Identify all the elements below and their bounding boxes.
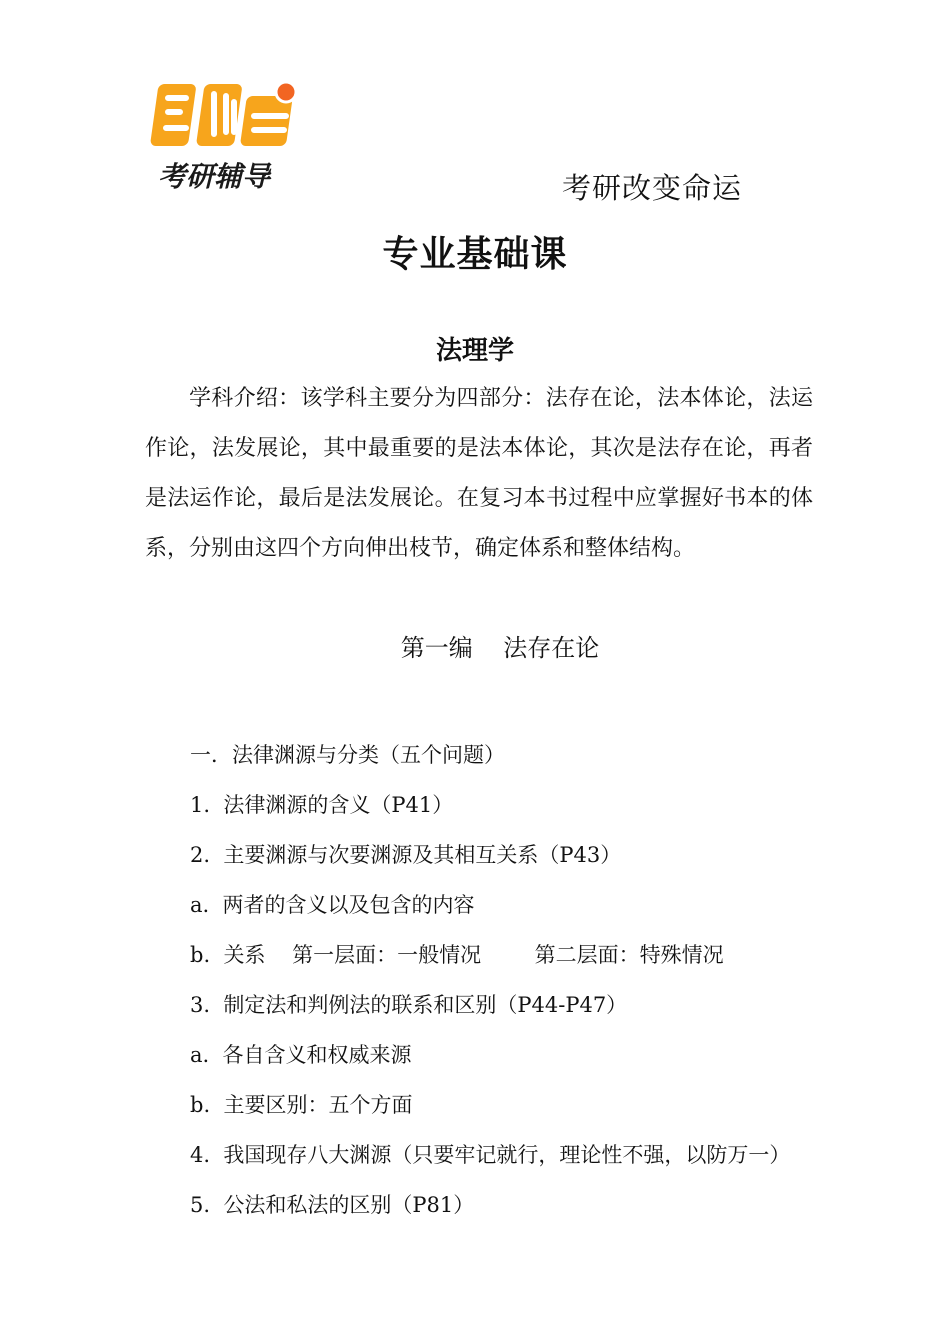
part-heading: 第一编 法存在论 — [400, 634, 600, 662]
outline-item: a. 各自含义和权威来源 — [190, 1043, 412, 1067]
outline-item: b. 主要区别：五个方面 — [190, 1093, 413, 1117]
outline-item: 1. 法律渊源的含义（P41） — [190, 793, 454, 817]
outline-item: b. 关系 第一层面：一般情况 第二层面：特殊情况 — [190, 943, 724, 967]
logo-tagline: 考研辅导 — [158, 160, 271, 193]
outline-item: 4. 我国现存八大渊源（只要牢记就行，理论性不强，以防万一） — [190, 1143, 791, 1167]
outline-item: 2. 主要渊源与次要渊源及其相互关系（P43） — [190, 843, 622, 867]
slogan: 考研改变命运 — [562, 171, 743, 205]
logo-brand-mark — [150, 82, 296, 146]
subject-title: 法理学 — [435, 336, 514, 366]
outline-item: 一．法律渊源与分类（五个问题） — [190, 743, 505, 767]
page-title: 专业基础课 — [382, 233, 568, 275]
subject-intro: 学科介绍：该学科主要分为四部分：法存在论，法本体论，法运作论，法发展论，其中最重要的是法本体论，其次是法存在论，再者是法运作论，最后是法发展论。在复习本书过程中应掌握好书本的体系，分别由这四个方向伸出枝节，确定体系和整体结构。 — [145, 386, 813, 561]
outline-item: a. 两者的含义以及包含的内容 — [190, 893, 475, 917]
kaicheng-logo-icon — [150, 74, 302, 198]
outline-item: 5. 公法和私法的区别（P81） — [190, 1193, 475, 1217]
outline-list — [190, 730, 790, 1230]
outline-item: 3. 制定法和判例法的联系和区别（P44-P47） — [190, 993, 628, 1017]
kaicheng-logo — [150, 74, 302, 198]
